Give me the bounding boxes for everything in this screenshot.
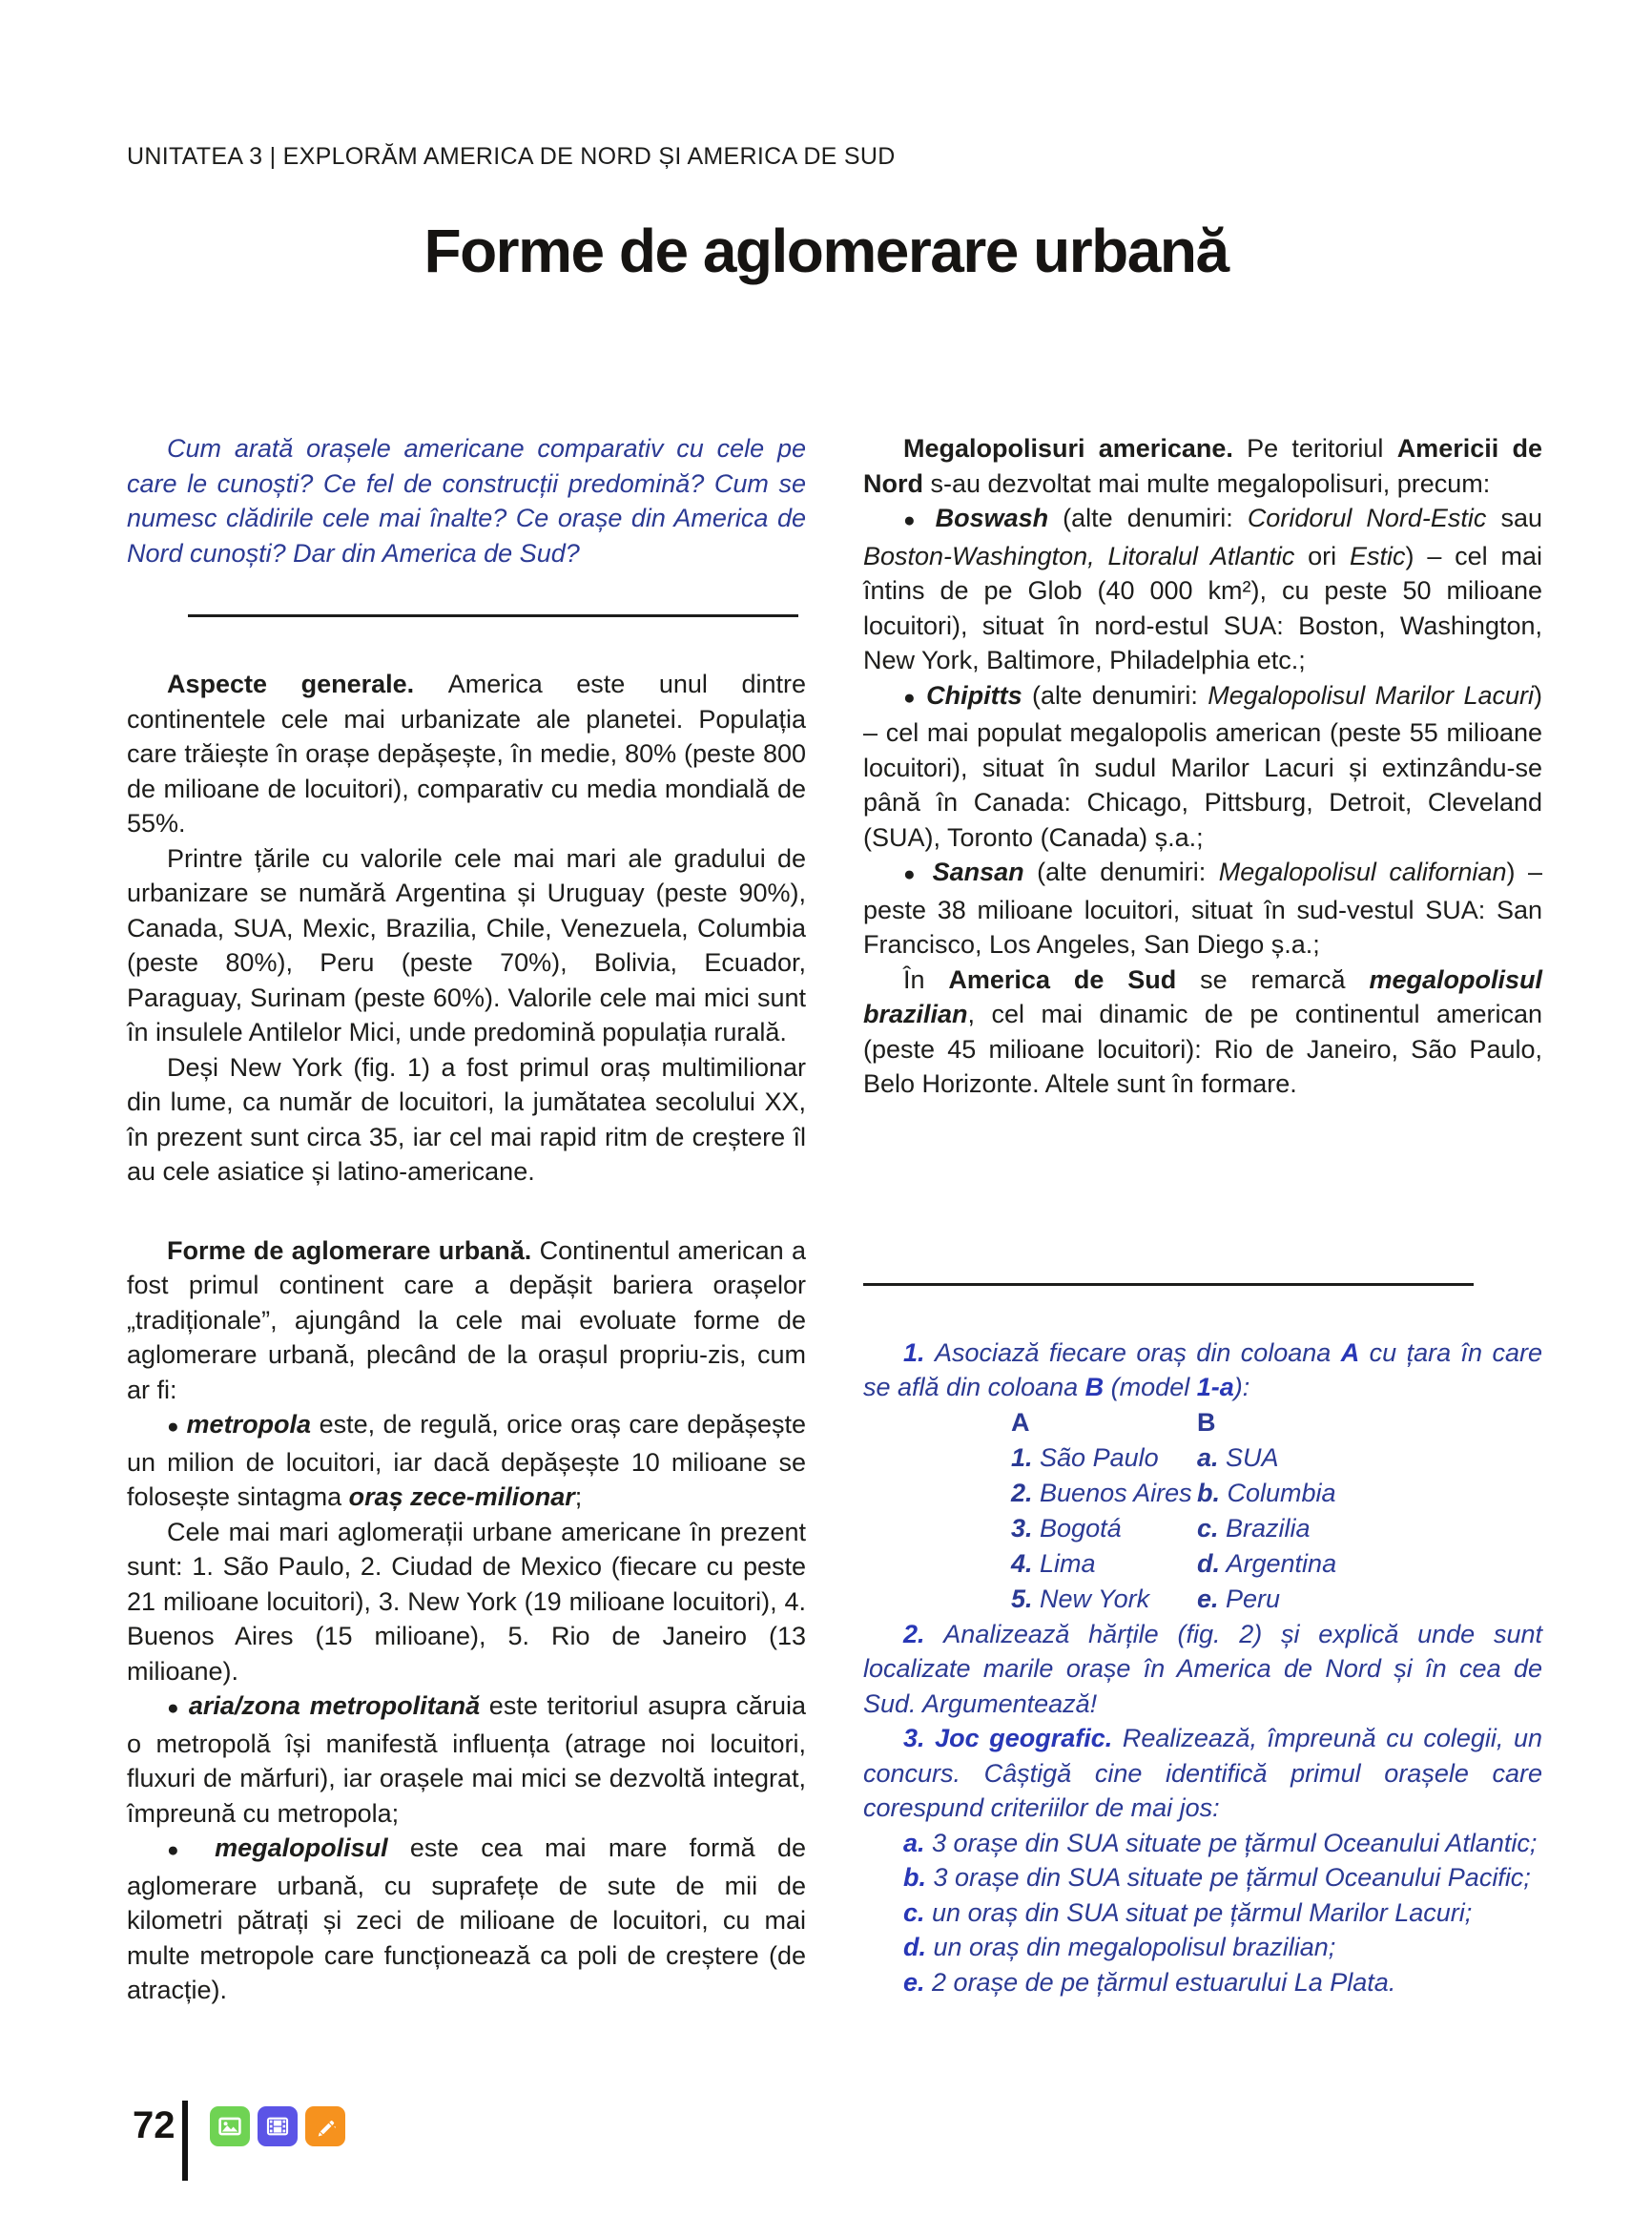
page-title: Forme de aglomerare urbană [423,217,1229,285]
left-divider [188,614,798,617]
bullet-metropola: ● metropola este, de regulă, orice oraș care depășește un milion de locuitori, iar dacă depășește 10 milioane se folosește sintagma oraș zece-milionar; [127,1410,806,1511]
match-a-item: 5. New York [1011,1584,1150,1613]
page-number: 72 [133,2104,176,2146]
two-column-layout [127,431,1542,2008]
match-a-item: 3. Bogotá [1011,1513,1122,1543]
match-column-header: B [1197,1407,1216,1437]
left-column [127,431,806,2008]
match-b-item: e. Peru [1197,1584,1281,1613]
match-b-item: a. SUA [1197,1442,1279,1472]
match-a-item: 2. Buenos Aires [1011,1478,1192,1507]
para-cele-mai-mari: Cele mai mari aglomerații urbane americane în prezent sunt: 1. São Paulo, 2. Ciudad de Mexico (fiecare cu peste 21 milioane locuitori), 3. New York (19 milioane locuitori), 4. Buenos Aires (15 milioane), 5. Rio de Janeiro (13 milioane). [127,1517,806,1686]
bullet-megalopolisul: ● megalopolisul este cea mai mare formă de aglomerare urbană, cu suprafețe de sute de mii de kilometri pătrați și zeci de milioane de locuitori, cu mai multe metropole care funcționează ca poli de creștere (de atracție). [127,1833,806,2004]
exercise-3a: a. 3 orașe din SUA situate pe țărmul Oceanului Atlantic; [903,1828,1538,1857]
para-desi-new-york: Deși New York (fig. 1) a fost primul oraș multimilionar din lume, ca număr de locuitori, la jumătatea secolului XX, în prezent sunt circa 35, iar cel mai rapid ritm de creștere îl au cele asiatice și latino-americane. [127,1052,806,1186]
bullet-sansan: ● Sansan (alte denumiri: Megalopolisul californian) – peste 38 milioane locuitori, situat în sud-vestul SUA: San Francisco, Los Angeles, San Diego ș.a.; [863,858,1542,959]
unit-kicker: UNITATEA 3 | EXPLORĂM AMERICA DE NORD ȘI AMERICA DE SUD [127,143,896,170]
image-icon[interactable] [210,2106,250,2146]
bullet-chipitts: ● Chipitts (alte denumiri: Megalopolisul Marilor Lacuri) – cel mai populat megalopolis american (peste 55 milioane locuitori), situat în sudul Marilor Lacuri și extinzându-se până în Canada: Chicago, Pittsburg, Detroit, Cleveland (SUA), Toronto (Canada) ș.a.; [863,680,1542,852]
para-america-de-sud: În America de Sud se remarcă megalopolisul brazilian, cel mai dinamic de pe continentul american (peste 45 milioane locuitori): Rio de Janeiro, São Paulo, Belo Horizonte. Altele sunt în formare. [863,964,1542,1098]
exercise-1: 1. Asociază fiecare oraș din coloana A cu țara în care se află din coloana B (model 1-a): [863,1337,1542,1401]
match-b-item: b. Columbia [1197,1478,1336,1507]
exercise-3e: e. 2 orașe de pe țărmul estuarului La Plata. [903,1967,1396,1997]
exercise-3b: b. 3 orașe din SUA situate pe țărmul Oceanului Pacific; [903,1863,1531,1892]
para-printre-tarile: Printre țările cu valorile cele mai mari ale gradului de urbanizare se numără Argentina și Uruguay (peste 90%), Canada, SUA, Mexic, Brazilia, Chile, Venezuela, Columbia (peste 80%), Peru (peste 70%), Bolivia, Ecuador, Paraguay, Surinam (peste 60%). Valorile cele mai mici sunt în insulele Antilelor Mici, unde predomină populația rurală. [127,843,806,1046]
exercise-3c: c. un oraș din SUA situat pe țărmul Marilor Lacuri; [903,1897,1473,1927]
para-forme-aglomerare: Forme de aglomerare urbană. Continentul american a fost primul continent care a depășit bariera orașelor „tradiționale”, ajungând la cele mai evoluate forme de aglomerare urbană, plecând de la orașul propriu-zis, cum ar fi: [127,1235,806,1404]
match-b-item: d. Argentina [1197,1548,1337,1578]
footer-divider-bar [182,2101,188,2181]
resource-icon-row [210,2106,345,2146]
match-column-header: A [1011,1407,1030,1437]
right-column [863,431,1542,1999]
match-a-item: 4. Lima [1011,1548,1096,1578]
exercise-2: 2. Analizează hărțile (fig. 2) și explică unde sunt localizate marile orașe în America de Nord și în cea de Sud. Argumentează! [863,1619,1542,1718]
exercise-3d: d. un oraș din megalopolisul brazilian; [903,1933,1336,1961]
match-b-item: c. Brazilia [1197,1513,1311,1543]
film-icon[interactable] [258,2106,298,2146]
match-table [1011,1405,1542,1617]
intro-questions: Cum arată orașele americane comparativ cu cele pe care le cunoști? Ce fel de construcții predomină? Cum se numesc clădirile cele mai înalte? Ce orașe din America de Nord cunoști? Dar din America de Sud? [127,434,806,568]
para-megalopolisuri-americane: Megalopolisuri americane. Pe teritoriul Americii de Nord s-au dezvoltat mai multe megalopolisuri, precum: [863,434,1542,498]
pencil-icon[interactable] [305,2106,345,2146]
exercise-3: 3. Joc geografic. Realizează, împreună cu colegii, un concurs. Câștigă cine identifică primul orașele care corespund criteriilor de mai jos: [863,1724,1543,1822]
bullet-boswash: ● Boswash (alte denumiri: Coridorul Nord-Estic sau Boston-Washington, Litoralul Atlantic ori Estic) – cel mai întins de pe Glob (40 000 km²), cu peste 50 milioane locuitori), situat în nord-estul SUA: Boston, Washington, New York, Baltimore, Philadelphia etc.; [863,504,1542,674]
right-divider [863,1283,1474,1286]
match-a-item: 1. São Paulo [1011,1442,1159,1472]
para-aspecte-generale: Aspecte generale. America este unul dintre continentele cele mai urbanizate ale planetei. Populația care trăiește în orașe depășește, în medie, 80% (peste 800 de milioane de locuitori), comparativ cu media mondială de 55%. [127,670,806,838]
bullet-aria-zona: ● aria/zona metropolitană este teritoriul asupra căruia o metropolă își manifestă influența (atrage noi locuitori, fluxuri de mărfuri), iar orașele mai mici se dezvoltă integrat, împreună cu metropola; [127,1691,806,1828]
